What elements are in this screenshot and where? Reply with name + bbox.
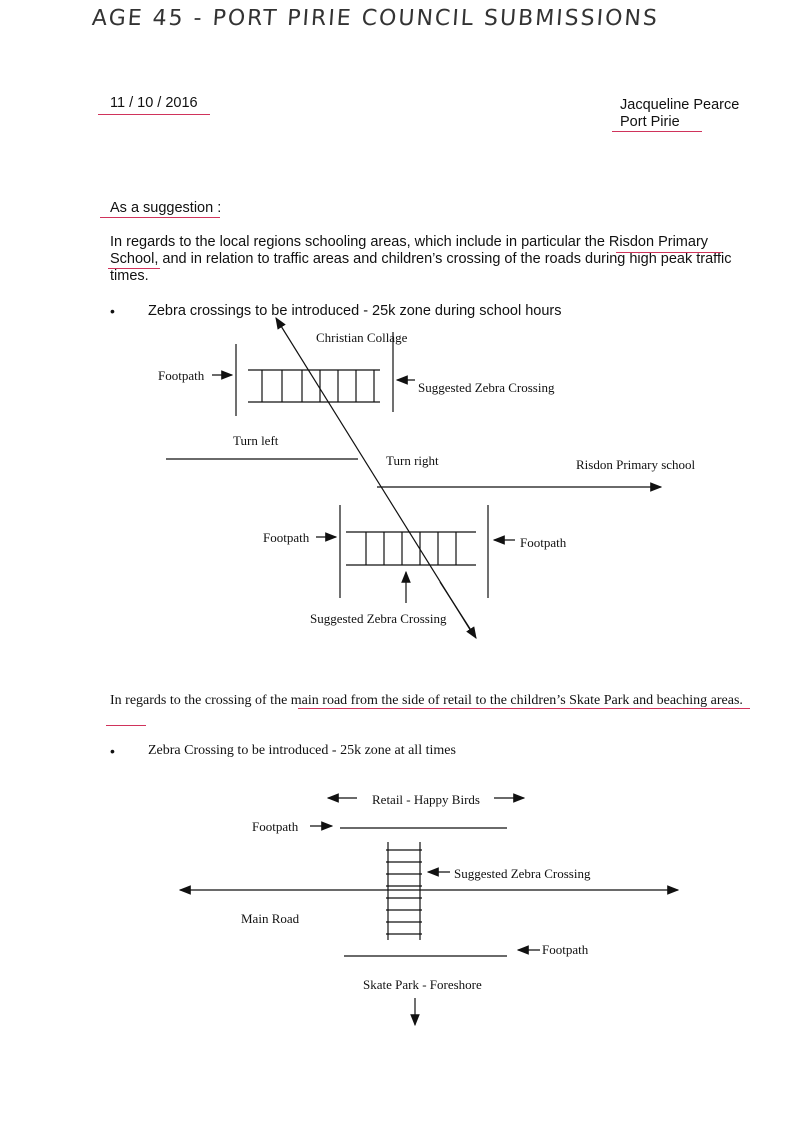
label-footpath-top: Footpath [252,819,299,834]
label-risdon-primary: Risdon Primary school [576,457,696,472]
label-footpath-lower-right: Footpath [520,535,567,550]
author-name: Jacqueline Pearce [620,97,740,113]
bullet-zebra-all-times: Zebra Crossing to be introduced - 25k zone at all times [148,743,456,758]
letter-date: 11 / 10 / 2016 [110,95,198,111]
label-footpath-lower-left: Footpath [263,530,310,545]
label-turn-left: Turn left [233,433,279,448]
label-footpath-bottom: Footpath [542,942,589,957]
label-turn-right: Turn right [386,453,439,468]
label-retail: Retail - Happy Birds [372,792,480,807]
label-skate-park: Skate Park - Foreshore [363,977,482,992]
label-main-road: Main Road [241,911,300,926]
bullet-dot-1: • [110,303,115,319]
label-footpath-top-left: Footpath [158,368,205,383]
intro-text: As a suggestion : [110,200,222,216]
label-suggested-top: Suggested Zebra Crossing [418,380,555,395]
bullet-dot-2: • [110,743,115,759]
label-suggested-bottom: Suggested Zebra Crossing [310,611,447,626]
label-suggested-zebra: Suggested Zebra Crossing [454,866,591,881]
label-christian-collage: Christian Collage [316,330,408,345]
paragraph-schooling: In regards to the local regions schooling areas, which include in particular the Risdon Primary School, and in relation to traffic areas and children’s crossing of the roads during high peak traffic times. [110,234,732,284]
author-town: Port Pirie [620,114,680,130]
bullet-zebra-school: Zebra crossings to be introduced - 25k zone during school hours [148,303,562,319]
handwritten-title: AGE 45 - PORT PIRIE COUNCIL SUBMISSIONS [91,6,660,31]
paragraph-main-road: In regards to the crossing of the main road from the side of retail to the children’s Skate Park and beaching areas. [110,693,743,708]
